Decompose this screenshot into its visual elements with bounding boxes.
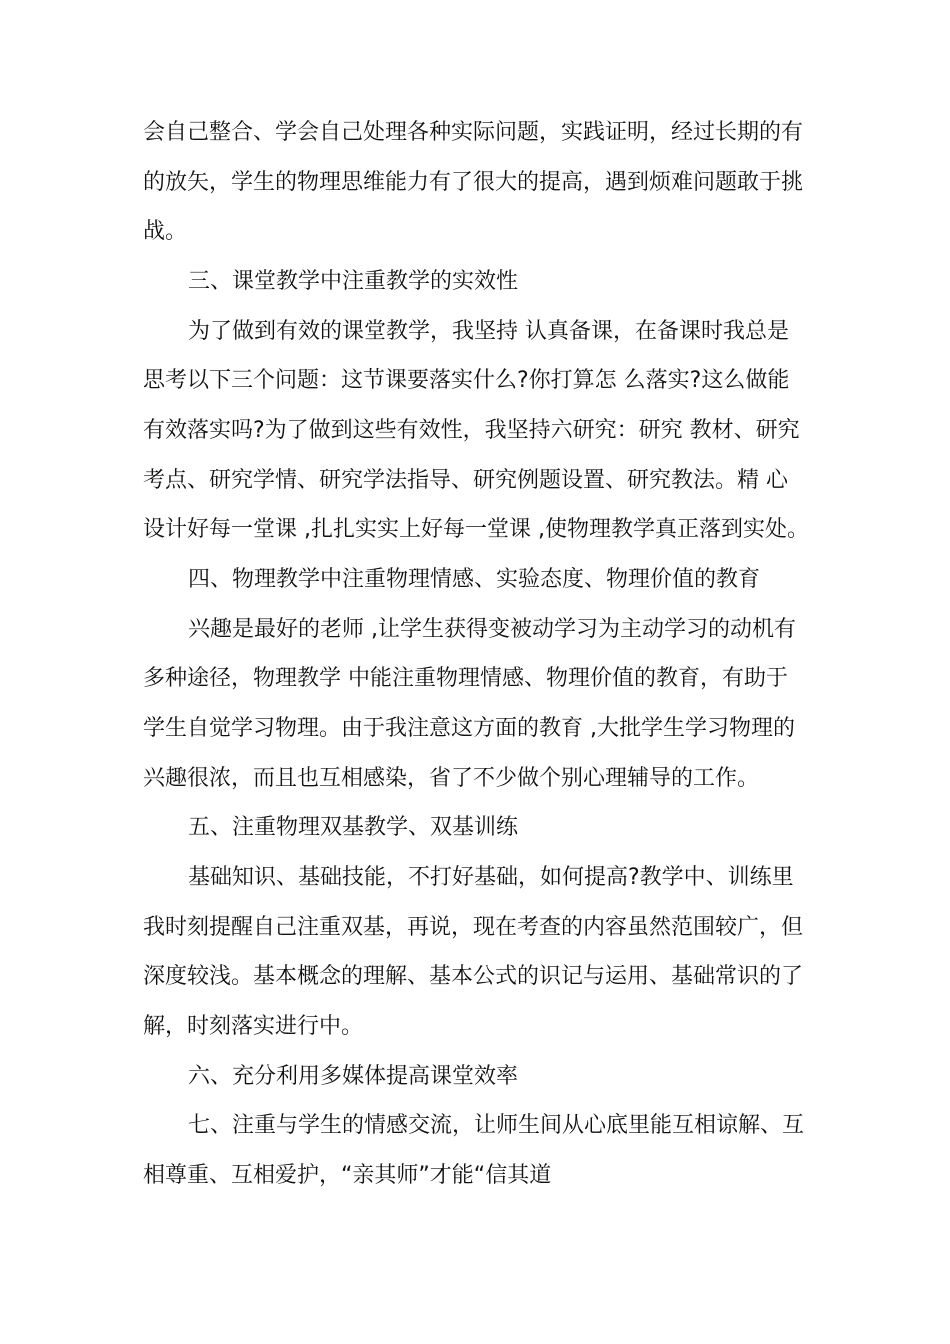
section-heading: 三、课堂教学中注重教学的实效性 bbox=[188, 269, 519, 294]
text-line: 学生自觉学习物理。由于我注意这方面的教育 ,大批学生学习物理的 bbox=[143, 716, 795, 741]
text-line: 兴趣很浓，而且也互相感染，省了不少做个别心理辅导的工作。 bbox=[143, 766, 760, 791]
section-heading: 五、注重物理双基教学、双基训练 bbox=[188, 815, 519, 840]
text-line: 为了做到有效的课堂教学，我坚持 认真备课，在备课时我总是 bbox=[188, 319, 789, 344]
text-line: 我时刻提醒自己注重双基，再说，现在考查的内容虽然范围较广，但 bbox=[143, 915, 804, 940]
text-line: 考点、研究学情、研究学法指导、研究例题设置、研究教法。精 心 bbox=[143, 468, 788, 493]
text-line: 深度较浅。基本概念的理解、基本公式的识记与运用、基础常识的了 bbox=[143, 964, 804, 989]
text-line: 相尊重、互相爱护，“亲其师”才能“信其道 bbox=[143, 1163, 552, 1188]
text-line: 多种途径，物理教学 中能注重物理情感、物理价值的教育，有助于 bbox=[143, 666, 788, 691]
text-line: 兴趣是最好的老师 ,让学生获得变被动学习为主动学习的动机有 bbox=[188, 617, 796, 642]
text-line: 会自己整合、学会自己处理各种实际问题，实践证明，经过长期的有 bbox=[143, 120, 804, 145]
text-line: 基础知识、基础技能，不打好基础，如何提高?教学中、训练里 bbox=[188, 865, 794, 890]
section-heading: 七、注重与学生的情感交流，让师生间从心底里能互相谅解、互 bbox=[188, 1113, 805, 1138]
text-line: 战。 bbox=[143, 219, 188, 244]
text-line: 思考以下三个问题：这节课要落实什么?你打算怎 么落实?这么做能 bbox=[143, 368, 790, 393]
text-line: 解，时刻落实进行中。 bbox=[143, 1014, 364, 1039]
section-heading: 六、充分利用多媒体提高课堂效率 bbox=[188, 1064, 519, 1089]
text-line: 设计好每一堂课 ,扎扎实实上好每一堂课 ,使物理教学真正落到实处。 bbox=[143, 517, 809, 542]
section-heading: 四、物理教学中注重物理情感、实验态度、物理价值的教育 bbox=[188, 567, 761, 592]
text-line: 有效落实吗?为了做到这些有效性，我坚持六研究：研究 教材、研究 bbox=[143, 418, 800, 443]
text-line: 的放矢，学生的物理思维能力有了很大的提高，遇到烦难问题敢于挑 bbox=[143, 170, 804, 195]
